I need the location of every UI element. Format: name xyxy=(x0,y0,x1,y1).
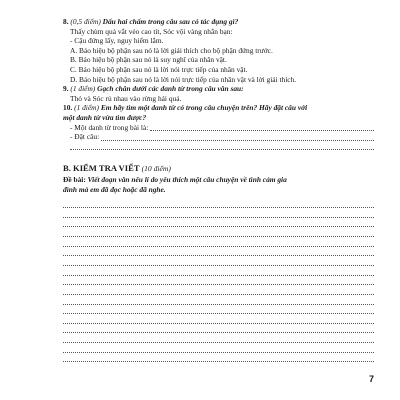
q10-answer-sentence-label: - Đặt câu: xyxy=(70,132,100,142)
section-b-prompt-line1: Viết đoạn văn nêu lí do yêu thích một câu chuyện về tình cảm gia xyxy=(87,175,287,185)
writing-line[interactable] xyxy=(63,343,374,353)
q8-option-d: D. Báo hiệu bộ phận sau nó là lời nói trực tiếp của nhân vật và lời giải thích. xyxy=(70,74,297,84)
section-b-label: Đề bài: xyxy=(63,175,86,185)
q9-question: Gạch chân dưới các danh từ trong câu văn sau: xyxy=(97,84,244,94)
q9-points: (1 điểm) xyxy=(70,84,96,94)
question-9 xyxy=(63,84,374,103)
section-b-prompt xyxy=(63,175,374,194)
q10-answer-noun[interactable] xyxy=(63,123,374,133)
q10-question-line1: Em hãy tìm một danh từ có trong câu chuyện trên? Hãy đặt câu với xyxy=(100,103,308,113)
writing-line[interactable] xyxy=(63,237,374,247)
q8-option-c: C. Báo hiệu bộ phận sau nó là lời nói trực tiếp của nhân vật. xyxy=(70,64,248,74)
answer-dotted-line xyxy=(101,134,374,141)
writing-line[interactable] xyxy=(63,266,374,276)
writing-line[interactable] xyxy=(63,276,374,286)
q10-answer-noun-label: - Một danh từ trong bài là: xyxy=(70,122,149,132)
section-b-heading: B. KIỂM TRA VIẾT (10 điểm) xyxy=(63,163,171,174)
writing-line[interactable] xyxy=(63,353,374,363)
page-number: 7 xyxy=(369,374,375,384)
q8-sentence: Thấy chùm quả vắt vẻo cao tít, Sóc vội vàng nhắn bạn: xyxy=(70,26,233,36)
q9-sentence: Thỏ và Sóc rủ nhau vào rừng hái quả. xyxy=(70,93,182,103)
writing-line[interactable] xyxy=(63,199,374,209)
q10-question-line2: một danh từ vừa tìm được? xyxy=(63,112,147,122)
q9-number: 9. xyxy=(63,84,69,94)
question-8 xyxy=(63,17,374,84)
writing-line[interactable] xyxy=(63,208,374,218)
writing-line[interactable] xyxy=(63,295,374,305)
writing-line[interactable] xyxy=(63,218,374,228)
writing-line[interactable] xyxy=(63,227,374,237)
section-b-points: (10 điểm) xyxy=(141,164,171,174)
q8-option-a: A. Báo hiệu bộ phận sau nó là lời giải thích cho bộ phận đứng trước. xyxy=(70,45,273,55)
q8-option-b: B. Báo hiệu bộ phận sau nó là suy nghĩ của nhân vật. xyxy=(70,55,227,65)
q10-points: (1 điểm) xyxy=(74,103,99,113)
q8-points: (0,5 điểm) xyxy=(70,17,101,26)
answer-dotted-line xyxy=(150,124,374,131)
q10-answer-sentence[interactable] xyxy=(63,132,374,142)
writing-line[interactable] xyxy=(63,324,374,334)
question-10 xyxy=(63,103,374,151)
q8-quote: - Cậu đứng lấy, nguy hiểm lắm. xyxy=(70,36,164,46)
q10-number: 10. xyxy=(63,103,73,113)
writing-area[interactable] xyxy=(63,199,374,363)
writing-line[interactable] xyxy=(63,247,374,257)
answer-dotted-line xyxy=(70,143,374,150)
writing-line[interactable] xyxy=(63,305,374,315)
section-b-prompt-line2: đình mà em đã đọc hoặc đã nghe. xyxy=(63,184,166,194)
q10-answer-extra[interactable] xyxy=(63,142,374,152)
writing-line[interactable] xyxy=(63,333,374,343)
writing-line[interactable] xyxy=(63,285,374,295)
q8-question: Dấu hai chấm trong câu sau có tác dụng gì? xyxy=(102,17,239,26)
writing-line[interactable] xyxy=(63,314,374,324)
writing-line[interactable] xyxy=(63,256,374,266)
q8-number: 8. xyxy=(63,17,69,26)
